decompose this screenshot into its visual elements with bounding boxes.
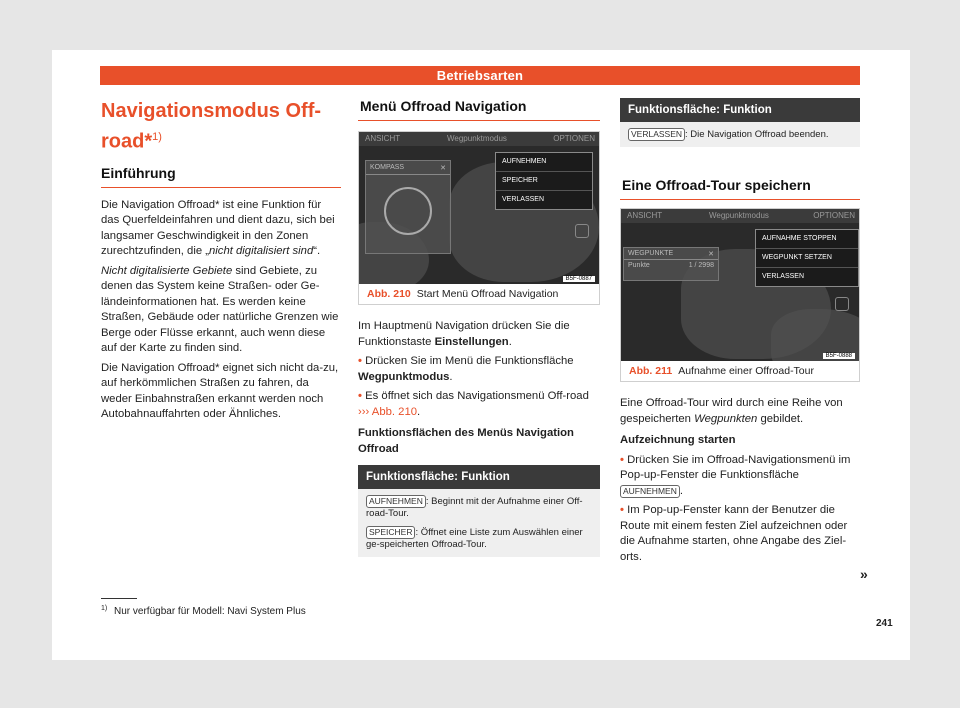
screen-tabbar bbox=[359, 132, 599, 146]
menu-aufnehmen[interactable]: AUFNEHMEN bbox=[496, 153, 592, 172]
functions-heading: Funktionsflächen des Menüs Navigation Offroad bbox=[358, 427, 574, 455]
offroad-popup-menu bbox=[495, 152, 593, 210]
aufnehmen-label: AUFNEHMEN bbox=[620, 485, 680, 498]
title-line-1: Navigationsmodus Off- bbox=[101, 100, 322, 122]
column-introduction bbox=[101, 98, 341, 427]
figure-caption: Abb. 211 Aufnahme einer Offroad-Tour bbox=[629, 365, 814, 377]
side-control-icon[interactable] bbox=[835, 297, 849, 311]
aufnehmen-label: AUFNEHMEN bbox=[366, 495, 426, 508]
recording-start-heading: Aufzeichnung starten bbox=[620, 434, 736, 446]
menu-verlassen[interactable]: VERLASSEN bbox=[502, 196, 545, 203]
compass-icon bbox=[384, 187, 432, 235]
footnote-text: Nur verfügbar für Modell: Navi System Plus bbox=[114, 606, 306, 618]
subtitle-rule bbox=[101, 187, 341, 188]
verlassen-label: VERLASSEN bbox=[628, 128, 685, 141]
points-value: 1 / 2998 bbox=[688, 262, 714, 269]
save-paragraph-1: Eine Offroad-Tour wird durch eine Reihe von gespeicherten Wegpunkten gebildet. bbox=[620, 397, 843, 425]
points-label: Punkte bbox=[628, 262, 650, 269]
table-body bbox=[358, 489, 600, 557]
footnote-mark: 1) bbox=[101, 605, 108, 612]
figure-caption: Abb. 210 Start Menü Offroad Navigation bbox=[367, 288, 559, 300]
compass-title: KOMPASS bbox=[370, 164, 405, 171]
page-number: 241 bbox=[876, 618, 893, 629]
intro-paragraph-1: Die Navigation Offroad* ist eine Funktion für das Querfeldeinfahren und dient dazu, sich bei langsamer Geschwindigkeit in den Zonen zurechtzufinden, die „nicht digitalisiert sind“. bbox=[101, 198, 335, 258]
table-row: AUFNEHMEN : Beginnt mit der Aufnahme einer Off-road-Tour. bbox=[366, 496, 583, 519]
table-header: Funktionsfläche: Funktion bbox=[620, 98, 860, 122]
waypoints-title: WEGPUNKTE bbox=[628, 250, 674, 257]
save-bullet-1: • Drücken Sie im Offroad-Navigationsmenü im Pop-up-Fenster die Funktionsfläche AUFNEHMEN . bbox=[620, 453, 851, 497]
save-tour-heading: Eine Offroad-Tour speichern bbox=[620, 177, 860, 200]
title-line-2: road* bbox=[101, 130, 153, 153]
tab-optionen[interactable]: OPTIONEN bbox=[813, 211, 855, 220]
table-header: Funktionsfläche: Funktion bbox=[358, 465, 600, 489]
footnote-ref: 1) bbox=[152, 131, 162, 143]
menu-verlassen[interactable]: VERLASSEN bbox=[762, 273, 805, 280]
waypoints-panel bbox=[623, 247, 719, 281]
tab-optionen[interactable]: OPTIONEN bbox=[553, 134, 595, 143]
tab-wegpunktmodus[interactable]: Wegpunktmodus bbox=[709, 211, 769, 220]
column-offroad-menu bbox=[358, 98, 600, 557]
nav-screen-211 bbox=[621, 209, 859, 361]
figure-210 bbox=[358, 131, 600, 305]
table-row: SPEICHER : Öffnet eine Liste zum Auswählen einer ge-speicherten Offroad-Tour. bbox=[366, 527, 583, 550]
side-control-icon[interactable] bbox=[575, 224, 589, 238]
figure-211 bbox=[620, 208, 860, 382]
figure-reference-link[interactable]: ››› Abb. 210 bbox=[358, 405, 418, 418]
recording-popup-menu bbox=[755, 229, 859, 287]
column-save-tour bbox=[620, 98, 860, 569]
menu-paragraph-1: Im Hauptmenü Navigation drücken Sie die Funktionstaste Einstellungen. bbox=[358, 320, 570, 348]
close-icon[interactable]: ✕ bbox=[440, 165, 446, 172]
intro-paragraph-2: Nicht digitalisierte Gebiete sind Gebiete, zu denen das System keine Straßen- oder Ge-ländeinformationen hat. Es werden keine Straßen, Gebäude oder natürliche Grenzen wie Berge oder Flüsse erkannt, auch wenn diese auf der Karte zu finden sind. bbox=[101, 264, 339, 355]
footnote-rule bbox=[101, 598, 137, 599]
compass-panel bbox=[365, 160, 451, 254]
intro-paragraph-3: Die Navigation Offroad* eignet sich nicht da-zu, auf herkömmlichen Straßen zu fahren, da weder Einbahnstraßen erkannt werden noch Autobahnauffahrten oder Ähnliches. bbox=[101, 361, 339, 421]
nav-screen-210 bbox=[359, 132, 599, 284]
speicher-label: SPEICHER bbox=[366, 526, 415, 539]
menu-bullet-2: • Es öffnet sich das Navigationsmenü Off-road ››› Abb. 210. bbox=[358, 390, 589, 418]
screen-tabbar bbox=[621, 209, 859, 223]
menu-aufnahme-stoppen[interactable]: AUFNAHME STOPPEN bbox=[756, 230, 858, 249]
menu-speicher[interactable]: SPEICHER bbox=[496, 172, 592, 191]
tab-ansicht[interactable]: ANSICHT bbox=[627, 211, 663, 220]
menu-wegpunkt-setzen[interactable]: WEGPUNKT SETZEN bbox=[756, 249, 858, 268]
tab-ansicht[interactable]: ANSICHT bbox=[365, 134, 401, 143]
menu-bullet-1: • Drücken Sie im Menü die Funktionsfläche Wegpunktmodus. bbox=[358, 355, 574, 383]
figure-code: B5F-0887 bbox=[563, 276, 595, 282]
table-body bbox=[620, 122, 860, 147]
functions-table-continued bbox=[620, 98, 860, 147]
tab-wegpunktmodus[interactable]: Wegpunktmodus bbox=[447, 134, 507, 143]
page-title bbox=[101, 98, 341, 155]
functions-table bbox=[358, 465, 600, 557]
intro-subtitle: Einführung bbox=[101, 164, 176, 181]
figure-code: B5F-0888 bbox=[823, 353, 855, 359]
footnote bbox=[101, 598, 401, 617]
section-header: Betriebsarten bbox=[100, 66, 860, 85]
menu-heading: Menü Offroad Navigation bbox=[358, 98, 600, 121]
save-bullet-2: • Im Pop-up-Fenster kann der Benutzer die Route mit einem festen Ziel aufzeichnen oder die Aufnahme starten, ohne Angabe des Ziel-orts. bbox=[620, 504, 848, 563]
continued-mark: » bbox=[860, 566, 868, 582]
close-icon[interactable]: ✕ bbox=[708, 251, 714, 258]
table-row: VERLASSEN : Die Navigation Offroad beenden. bbox=[628, 128, 852, 141]
